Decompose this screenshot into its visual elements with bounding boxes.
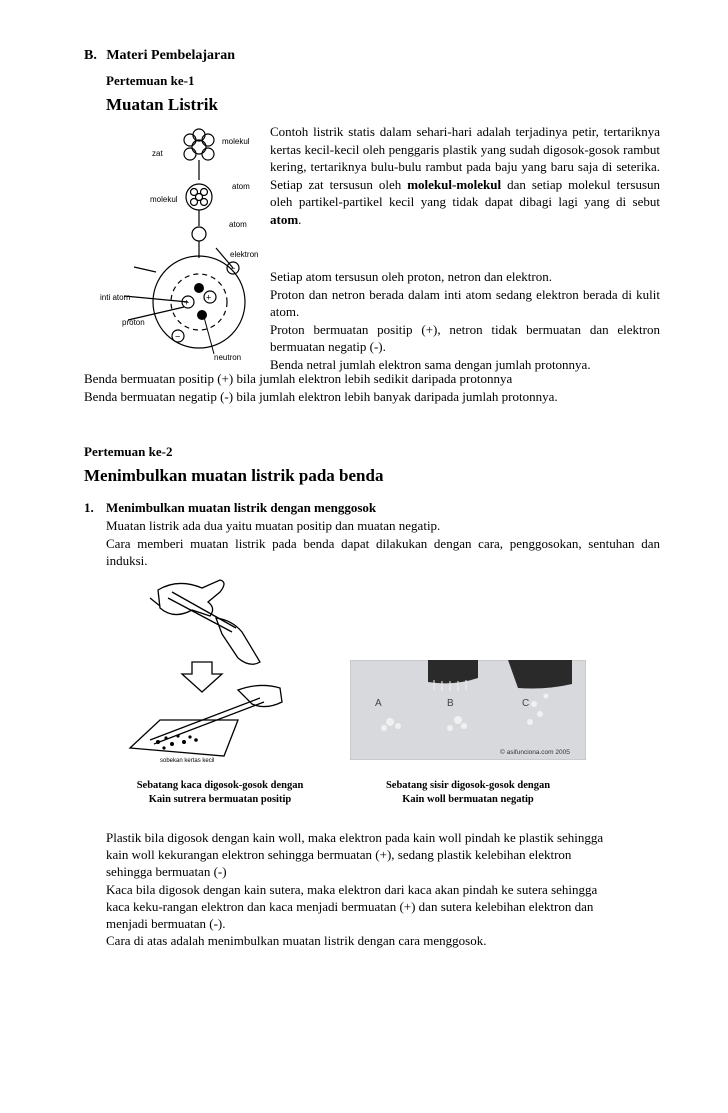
zat-shape — [192, 140, 206, 154]
molekul-shape — [186, 184, 212, 210]
closing-line: kain woll kekurangan elektron sehingga bermuatan (+), sedang plastik kelebihan elektron — [106, 847, 572, 863]
para2-line: Setiap atom tersusun oleh proton, netron dan elektron. — [270, 269, 552, 284]
photo-label-b: B — [447, 698, 454, 709]
closing-line: kaca keku-rangan elektron dan kaca menjadi bermuatan (+) dan sutera kelebihan elektron dan — [106, 898, 594, 914]
item-title: Menimbulkan muatan listrik dengan menggosok — [106, 500, 377, 515]
para1-bold-molekul: molekul-molekul — [407, 176, 502, 192]
label-zat: zat — [152, 149, 163, 158]
svg-text:+: + — [206, 292, 212, 303]
label-molekul-top: molekul — [222, 137, 250, 146]
paper-label: sobekan kertas kecil — [160, 758, 215, 764]
item-heading — [84, 500, 377, 516]
para1-bold-atom: atom — [270, 211, 299, 227]
closing-line: menjadi bermuatan (-). — [106, 916, 226, 932]
para1-text-c: . — [298, 211, 302, 227]
closing-line: Plastik bila digosok dengan kain woll, maka elektron pada kain woll pindah ke plastik sehingga — [106, 830, 604, 845]
caption-right-line2: Kain woll bermuatan negatip — [402, 794, 534, 805]
section-heading — [84, 48, 235, 64]
photo-label-c: C — [522, 698, 530, 709]
label-proton: proton — [122, 318, 145, 327]
label-inti-atom: inti atom — [100, 293, 131, 302]
closing-paragraph — [106, 829, 666, 949]
comb-b — [428, 660, 478, 683]
svg-text:−: − — [175, 331, 181, 342]
closing-line: Cara di atas adalah menimbulkan muatan listrik dengan cara menggosok. — [106, 933, 487, 949]
meeting2-label: Pertemuan ke-2 — [84, 444, 173, 459]
paper-sheet — [130, 720, 238, 756]
meeting1-title: Muatan Listrik — [106, 95, 218, 114]
intro-paragraph: Cara memberi muatan listrik pada benda dapat dilakukan dengan cara, penggosokan, sentuhan dan induksi. — [106, 536, 660, 568]
atom-shape — [192, 227, 206, 241]
caption-right-line1: Sebatang sisir digosok-gosok dengan — [385, 780, 551, 791]
label-elektron: elektron — [230, 250, 259, 259]
rule-negative: Benda bermuatan negatip (-) bila jumlah elektron lebih banyak daripada jumlah protonnya. — [84, 389, 558, 404]
closing-line: Kaca bila digosok dengan kain sutera, maka elektron dari kaca akan pindah ke sutera sehingga — [106, 881, 598, 897]
svg-text:+: + — [184, 297, 190, 308]
comb-c — [508, 660, 572, 689]
para2-line: Proton bermuatan positip (+), netron tidak bermuatan dan elektron bermuatan negatip (-). — [270, 321, 660, 354]
svg-text:−: − — [230, 263, 236, 274]
intro-line: Muatan listrik ada dua yaitu muatan positip dan muatan negatip. — [106, 518, 441, 533]
closing-line: sehingga bermuatan (-) — [106, 864, 227, 880]
section-title: Materi Pembelajaran — [106, 48, 236, 63]
rule-positive: Benda bermuatan positip (+) bila jumlah elektron lebih sedikit daripada protonnya — [84, 371, 513, 386]
para1-text-b: dan setiap molekul tersusun oleh partikel-partikel kecil yang tidak dapat dibagi lagi yang di sebut — [270, 176, 661, 209]
comb-photo-figure — [350, 660, 586, 760]
section-number: B. — [84, 48, 97, 63]
hand-rubbing — [216, 618, 260, 664]
item-number: 1. — [84, 500, 94, 515]
para1-text-a: Contoh listrik statis dalam sehari-hari adalah terjadinya petir, tertariknya kertas kecil-kecil oleh penggaris plastik yang sudah digosok-gosok rambut kering, tertariknya bulu-bulu rambut pada baju yang baru saja di seterika. Setiap zat tersusun oleh — [270, 124, 660, 192]
label-atom-2: atom — [229, 220, 247, 229]
atom-structure-figure — [96, 122, 266, 370]
label-molekul-left: molekul — [150, 195, 178, 204]
label-atom-1: atom — [232, 182, 250, 191]
caption-right — [368, 779, 568, 807]
caption-left-line2: Kain sutrera bermuatan positip — [148, 794, 292, 805]
caption-left-line1: Sebatang kaca digosok-gosok dengan — [136, 780, 304, 791]
glass-rod-figure — [120, 570, 320, 770]
atom-paragraph-1 — [270, 123, 660, 228]
caption-left — [120, 779, 320, 807]
meeting2-title: Menimbulkan muatan listrik pada benda — [84, 466, 384, 485]
meeting1-label: Pertemuan ke-1 — [106, 73, 195, 88]
para2-line: Proton dan netron berada dalam inti atom sedang elektron berada di kulit atom. — [270, 286, 660, 319]
down-arrow — [182, 662, 222, 692]
atom-paragraph-2 — [270, 268, 660, 373]
para2-line: Benda netral jumlah elektron sama dengan jumlah protonnya. — [270, 356, 591, 372]
charge-rules — [84, 370, 558, 406]
label-neutron: neutron — [214, 353, 242, 362]
photo-label-a: A — [375, 698, 382, 709]
photo-credit: © asifunciona.com 2005 — [500, 749, 570, 756]
